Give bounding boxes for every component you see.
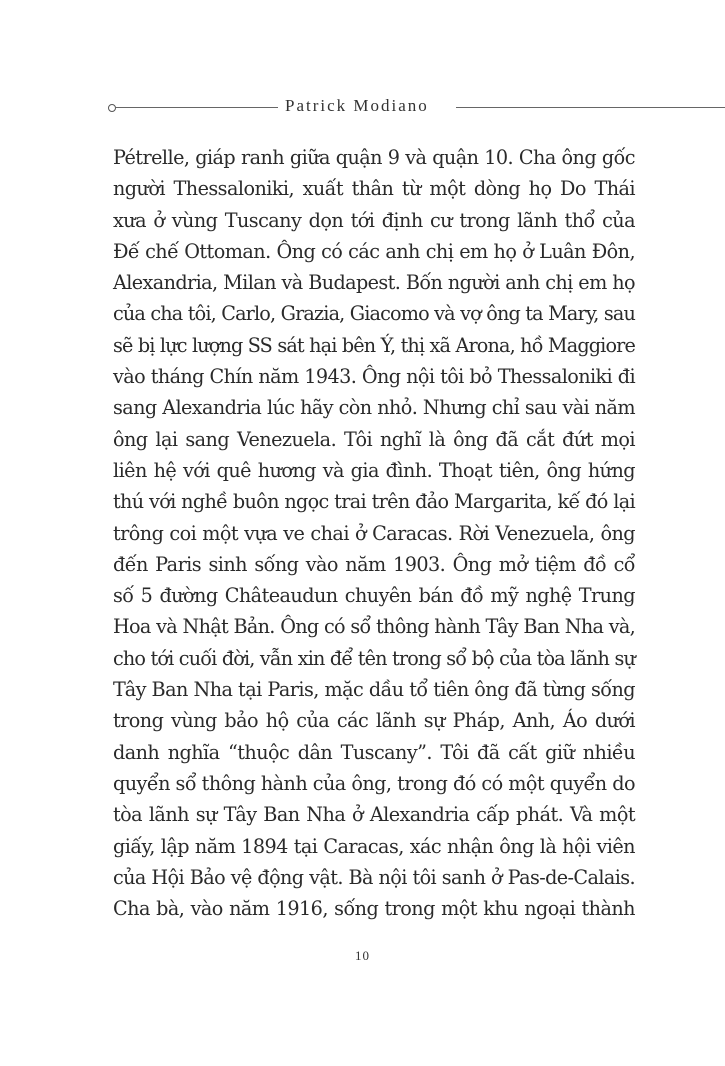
text-line: Hoa và Nhật Bản. Ông có sổ thông hành Tây Ban Nha và, <box>113 615 635 639</box>
running-header <box>108 98 725 118</box>
text-line: Cha bà, vào năm 1916, sống trong một khu ngoại thành <box>113 897 635 921</box>
text-line: tòa lãnh sự Tây Ban Nha ở Alexandria cấp phát. Và một <box>113 803 635 827</box>
header-ornament-circle <box>108 104 116 112</box>
text-line: cho tới cuối đời, vẫn xin để tên trong sổ bộ của tòa lãnh sự <box>113 646 635 670</box>
body-paragraph <box>113 142 635 924</box>
text-line: danh nghĩa “thuộc dân Tuscany”. Tôi đã cất giữ nhiều <box>113 740 635 764</box>
text-line: số 5 đường Châteaudun chuyên bán đồ mỹ nghệ Trung <box>113 584 635 608</box>
text-line: trong vùng bảo hộ của các lãnh sự Pháp, Anh, Áo dưới <box>113 709 635 733</box>
text-line: sang Alexandria lúc hãy còn nhỏ. Nhưng chỉ sau vài năm <box>113 396 635 420</box>
text-line: ông lại sang Venezuela. Tôi nghĩ là ông đã cắt đứt mọi <box>113 427 635 451</box>
text-line: Pétrelle, giáp ranh giữa quận 9 và quận 10. Cha ông gốc <box>113 146 635 169</box>
text-line: xưa ở vùng Tuscany dọn tới định cư trong lãnh thổ của <box>113 208 635 232</box>
text-line: liên hệ với quê hương và gia đình. Thoạt tiên, ông hứng <box>113 458 635 482</box>
text-line: giấy, lập năm 1894 tại Caracas, xác nhận ông là hội viên <box>113 834 635 858</box>
header-author: Patrick Modiano <box>285 96 429 115</box>
header-rule-right <box>456 107 725 108</box>
text-line: đến Paris sinh sống vào năm 1903. Ông mở tiệm đồ cổ <box>113 552 635 576</box>
text-line: của Hội Bảo vệ động vật. Bà nội tôi sanh ở Pas-de-Calais. <box>113 865 635 889</box>
header-rule-left <box>116 107 278 108</box>
text-line: của cha tôi, Carlo, Grazia, Giacomo và vợ ông ta Mary, sau <box>113 302 635 326</box>
text-line: Đế chế Ottoman. Ông có các anh chị em họ ở Luân Đôn, <box>113 239 635 263</box>
text-line: người Thessaloniki, xuất thân từ một dòng họ Do Thái <box>113 177 635 201</box>
text-line: trông coi một vựa ve chai ở Caracas. Rời Venezuela, ông <box>113 521 635 545</box>
text-line: quyển sổ thông hành của ông, trong đó có một quyển do <box>113 771 635 795</box>
text-line: sẽ bị lực lượng SS sát hại bên Ý, thị xã Arona, hồ Maggiore <box>113 333 635 357</box>
text-line: vào tháng Chín năm 1943. Ông nội tôi bỏ Thessaloniki đi <box>113 365 635 389</box>
text-line: Alexandria, Milan và Budapest. Bốn người anh chị em họ <box>113 271 635 295</box>
page-number: 10 <box>355 948 370 963</box>
text-line: thú với nghề buôn ngọc trai trên đảo Margarita, kế đó lại <box>113 490 635 514</box>
text-line: Tây Ban Nha tại Paris, mặc dầu tổ tiên ông đã từng sống <box>113 678 635 702</box>
